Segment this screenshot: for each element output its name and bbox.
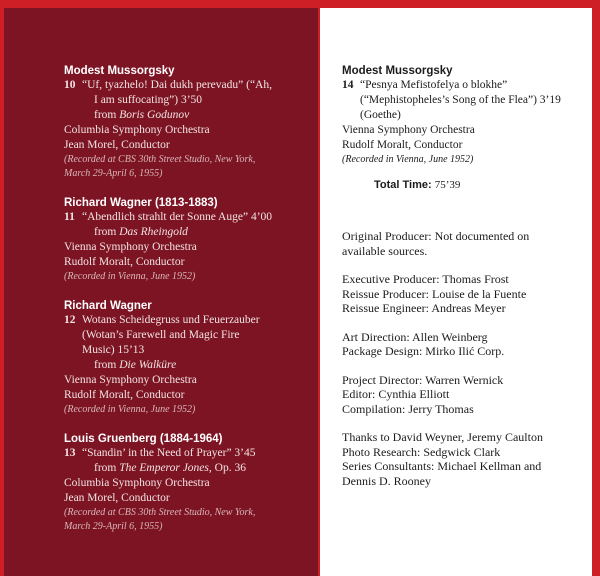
conductor: Jean Morel, Conductor [64,492,170,504]
orchestra: Columbia Symphony Orchestra [64,124,210,136]
orchestra: Vienna Symphony Orchestra [64,241,197,253]
track-title-cont: (Wotan’s Farewell and Magic Fire [82,329,240,341]
from-label: from [94,462,117,474]
opus-number: , Op. 36 [208,462,246,474]
credits-group-reissue [342,272,588,316]
track-title-cont: Music) 15’13 [82,344,145,356]
track-number: 13 [64,447,76,459]
track-title: “Uf, tyazhelo! Dai dukh perevadu” (“Ah, [82,79,272,91]
track-title: “Pesnya Mefistofelya o blokhe” [360,79,508,91]
conductor: Jean Morel, Conductor [64,139,170,151]
composer-name: Louis Gruenberg (1884-1964) [64,433,223,445]
credit-line: Photo Research: Sedgwick Clark [342,444,501,459]
composer-name: Richard Wagner [64,300,152,312]
work-title: The Emperor Jones [119,462,209,474]
track-title: “Abendlich strahlt der Sonne Auge” 4’00 [82,211,273,223]
credits-group-art [342,330,588,359]
credit-line: Reissue Producer: Louise de la Fuente [342,286,527,301]
credit-line: available sources. [342,243,428,258]
credit-line: Project Director: Warren Wernick [342,372,504,387]
credit-line: Thanks to David Weyner, Jeremy Caulton [342,430,543,444]
track-number: 11 [64,211,75,223]
credit-line: Package Design: Mirko Ilić Corp. [342,344,505,358]
conductor: Rudolf Moralt, Conductor [64,256,185,268]
credits-group-project [342,373,588,417]
credit-line: Dennis D. Rooney [342,473,431,488]
recording-info: (Recorded in Vienna, June 1952) [64,404,196,415]
credit-line: Reissue Engineer: Andreas Meyer [342,301,506,315]
from-label: from [94,359,117,371]
orchestra: Vienna Symphony Orchestra [342,124,475,136]
track-number: 10 [64,79,76,91]
recording-info: (Recorded in Vienna, June 1952) [64,271,196,282]
work-title: Die Walküre [119,359,177,371]
recording-date: March 29-April 6, 1955) [64,521,163,532]
credits [342,229,588,488]
credit-line: Original Producer: Not documented on [342,229,530,243]
recording-info: (Recorded at CBS 30th Street Studio, New York, [64,507,256,518]
credits-group-thanks [342,430,588,488]
recording-info: (Recorded at CBS 30th Street Studio, New York, [64,154,256,165]
left-panel [4,8,318,576]
composer-name: Modest Mussorgsky [64,65,175,77]
track-block-14 [342,64,588,167]
total-time-label: Total Time: [374,179,432,191]
credit-line: Art Direction: Allen Weinberg [342,329,488,344]
track-title: Wotans Scheidegruss und Feuerzauber [82,314,260,326]
track-block-13 [64,432,310,534]
orchestra: Vienna Symphony Orchestra [64,374,197,386]
track-title-cont: (Goethe) [360,109,401,121]
conductor: Rudolf Moralt, Conductor [342,139,463,151]
conductor: Rudolf Moralt, Conductor [64,389,185,401]
credits-group-producer [342,229,588,258]
composer-name: Richard Wagner (1813-1883) [64,197,218,209]
from-label: from [94,226,117,238]
from-label: from [94,109,117,121]
recording-date: March 29-April 6, 1955) [64,168,163,179]
total-time-value: 75’39 [434,179,461,191]
track-number: 12 [64,314,76,326]
composer-name: Modest Mussorgsky [342,65,453,77]
work-title: Boris Godunov [119,109,190,121]
right-panel [320,8,592,576]
track-title-cont: (“Mephistopheles’s Song of the Flea”) 3’19 [360,94,561,106]
track-title-cont: I am suffocating”) 3’50 [94,94,203,106]
track-block-11 [64,196,310,284]
credit-line: Series Consultants: Michael Kellman and [342,459,542,473]
orchestra: Columbia Symphony Orchestra [64,477,210,489]
track-block-12 [64,299,310,417]
recording-info: (Recorded in Vienna, June 1952) [342,154,474,165]
track-number: 14 [342,79,354,91]
track-block-10 [64,64,310,181]
total-time [374,179,588,191]
credit-line: Executive Producer: Thomas Frost [342,272,509,286]
track-title: “Standin’ in the Need of Prayer” 3’45 [82,447,256,459]
credit-line: Compilation: Jerry Thomas [342,401,474,416]
work-title: Das Rheingold [119,226,188,238]
credit-line: Editor: Cynthia Elliott [342,387,450,401]
